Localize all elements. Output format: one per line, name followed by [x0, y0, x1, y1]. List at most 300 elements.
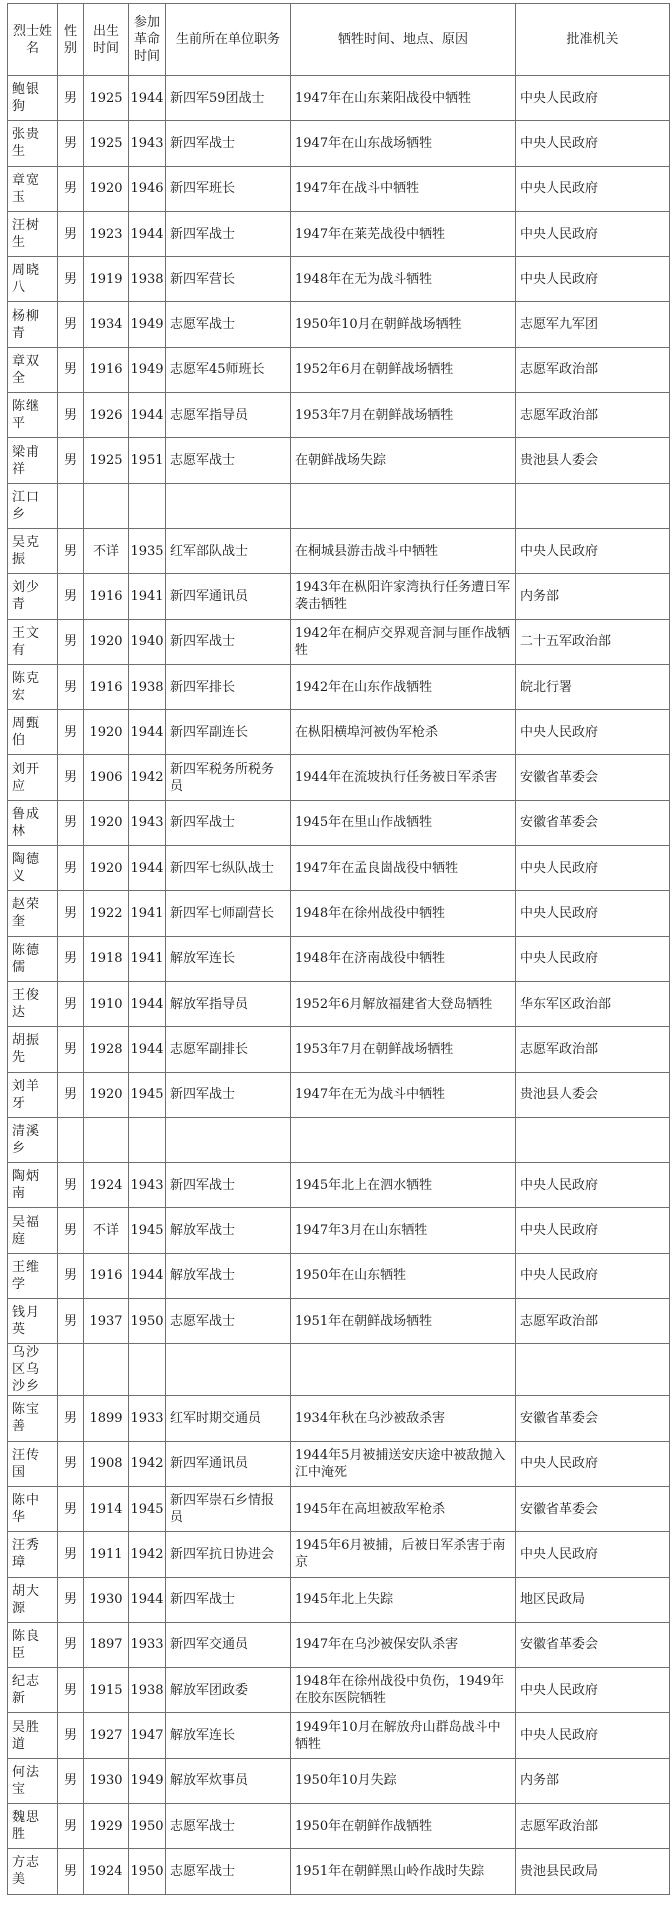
- cell-unit: 解放军炊事员: [166, 1758, 291, 1803]
- cell-joined: 1942: [129, 1532, 166, 1577]
- cell-unit: 新四军税务所税务员: [166, 755, 291, 800]
- cell-death: 1948年在徐州战役中负伤，1949年在胶东医院牺牲: [291, 1668, 516, 1713]
- cell-birth: 1916: [84, 574, 129, 619]
- cell-joined: 1944: [129, 211, 166, 256]
- cell-death: 1947年在孟良崮战役中牺牲: [291, 846, 516, 891]
- table-row: [8, 710, 670, 755]
- cell-death: 1949年10月在解放舟山群岛战斗中牺牲: [291, 1713, 516, 1758]
- table-row: [8, 1299, 670, 1344]
- cell-joined: 1943: [129, 800, 166, 845]
- header-birth: 出生时间: [84, 4, 129, 76]
- cell-approval: 安徽省革委会: [516, 1622, 670, 1667]
- table-row: [8, 211, 670, 256]
- cell-approval: 中央人民政府: [516, 891, 670, 936]
- cell-approval: 中央人民政府: [516, 257, 670, 302]
- cell-gender: 男: [58, 1253, 84, 1298]
- cell-birth: 不详: [84, 1208, 129, 1253]
- empty-cell: [516, 483, 670, 528]
- cell-approval: 中央人民政府: [516, 166, 670, 211]
- table-row: [8, 1253, 670, 1298]
- cell-approval: 志愿军政治部: [516, 1803, 670, 1848]
- cell-unit: 志愿军45师班长: [166, 347, 291, 392]
- cell-birth: 1928: [84, 1027, 129, 1072]
- table-row: [8, 619, 670, 664]
- cell-joined: 1938: [129, 664, 166, 709]
- cell-joined: 1944: [129, 393, 166, 438]
- cell-birth: 1920: [84, 710, 129, 755]
- empty-cell: [58, 483, 84, 528]
- cell-birth: 1930: [84, 1577, 129, 1622]
- cell-unit: 新四军战士: [166, 1072, 291, 1117]
- empty-cell: [291, 1117, 516, 1162]
- table-body: [8, 76, 670, 1895]
- cell-joined: 1941: [129, 936, 166, 981]
- cell-name: 刘羊牙: [8, 1072, 58, 1117]
- cell-birth: 1937: [84, 1299, 129, 1344]
- cell-birth: 1916: [84, 1253, 129, 1298]
- cell-joined: 1944: [129, 1027, 166, 1072]
- table-row: [8, 1072, 670, 1117]
- table-row: [8, 166, 670, 211]
- cell-gender: 男: [58, 755, 84, 800]
- cell-joined: 1945: [129, 1208, 166, 1253]
- cell-gender: 男: [58, 257, 84, 302]
- table-row: [8, 1396, 670, 1441]
- cell-gender: 男: [58, 1072, 84, 1117]
- cell-joined: 1943: [129, 1163, 166, 1208]
- cell-unit: 志愿军战士: [166, 1803, 291, 1848]
- martyrs-table: [7, 3, 670, 1895]
- cell-unit: 新四军交通员: [166, 1622, 291, 1667]
- table-row: [8, 981, 670, 1026]
- cell-approval: 中央人民政府: [516, 1668, 670, 1713]
- cell-birth: 1897: [84, 1622, 129, 1667]
- cell-joined: 1950: [129, 1299, 166, 1344]
- cell-unit: 新四军班长: [166, 166, 291, 211]
- cell-joined: 1944: [129, 76, 166, 121]
- cell-death: 1942年在山东作战牺牲: [291, 664, 516, 709]
- cell-gender: 男: [58, 1299, 84, 1344]
- cell-death: 1953年7月在朝鲜战场牺牲: [291, 393, 516, 438]
- cell-gender: 男: [58, 347, 84, 392]
- cell-death: 1950年10月失踪: [291, 1758, 516, 1803]
- table-row: [8, 846, 670, 891]
- cell-unit: 解放军连长: [166, 1713, 291, 1758]
- header-death: 牺牲时间、地点、原因: [291, 4, 516, 76]
- cell-birth: 1915: [84, 1668, 129, 1713]
- cell-unit: 新四军七师副营长: [166, 891, 291, 936]
- table-row: [8, 1758, 670, 1803]
- table-row: [8, 1163, 670, 1208]
- cell-birth: 1924: [84, 1163, 129, 1208]
- cell-death: 1947年在山东莱阳战役中牺牲: [291, 76, 516, 121]
- table-row: [8, 438, 670, 483]
- cell-unit: 志愿军副排长: [166, 1027, 291, 1072]
- cell-name: 鲁成林: [8, 800, 58, 845]
- cell-birth: 1911: [84, 1532, 129, 1577]
- cell-unit: 解放军连长: [166, 936, 291, 981]
- cell-unit: 新四军通讯员: [166, 1441, 291, 1486]
- cell-approval: 志愿军九军团: [516, 302, 670, 347]
- header-gender: 性别: [58, 4, 84, 76]
- empty-cell: [291, 483, 516, 528]
- cell-approval: 内务部: [516, 574, 670, 619]
- empty-cell: [58, 1117, 84, 1162]
- cell-unit: 新四军战士: [166, 619, 291, 664]
- cell-birth: 1908: [84, 1441, 129, 1486]
- cell-unit: 志愿军战士: [166, 438, 291, 483]
- cell-death: 1950年在朝鲜作战牺牲: [291, 1803, 516, 1848]
- table-row: [8, 1577, 670, 1622]
- cell-gender: 男: [58, 166, 84, 211]
- cell-death: 1950年10月在朝鲜战场牺牲: [291, 302, 516, 347]
- cell-unit: 解放军团政委: [166, 1668, 291, 1713]
- cell-death: 1942年在桐庐交界观音洞与匪作战牺牲: [291, 619, 516, 664]
- cell-gender: 男: [58, 1163, 84, 1208]
- cell-joined: 1938: [129, 1668, 166, 1713]
- cell-approval: 中央人民政府: [516, 76, 670, 121]
- cell-gender: 男: [58, 1486, 84, 1531]
- table-row: [8, 800, 670, 845]
- cell-gender: 男: [58, 528, 84, 573]
- cell-birth: 1916: [84, 664, 129, 709]
- cell-gender: 男: [58, 1027, 84, 1072]
- cell-death: 1945年在里山作战牺牲: [291, 800, 516, 845]
- cell-gender: 男: [58, 619, 84, 664]
- cell-name: 张贵生: [8, 121, 58, 166]
- cell-approval: 地区民政局: [516, 1577, 670, 1622]
- cell-approval: 志愿军政治部: [516, 393, 670, 438]
- cell-unit: 解放军战士: [166, 1253, 291, 1298]
- cell-approval: 志愿军政治部: [516, 1027, 670, 1072]
- cell-gender: 男: [58, 846, 84, 891]
- cell-unit: 解放军战士: [166, 1208, 291, 1253]
- cell-approval: 中央人民政府: [516, 710, 670, 755]
- cell-name: 章宽玉: [8, 166, 58, 211]
- cell-gender: 男: [58, 1396, 84, 1441]
- cell-approval: 中央人民政府: [516, 528, 670, 573]
- cell-name: 周晓八: [8, 257, 58, 302]
- table-row: [8, 347, 670, 392]
- cell-joined: 1944: [129, 710, 166, 755]
- cell-unit: 新四军营长: [166, 257, 291, 302]
- cell-birth: 1922: [84, 891, 129, 936]
- cell-gender: 男: [58, 1713, 84, 1758]
- table-row: [8, 1532, 670, 1577]
- empty-cell: [516, 1117, 670, 1162]
- cell-unit: 新四军战士: [166, 211, 291, 256]
- cell-joined: 1944: [129, 846, 166, 891]
- cell-joined: 1947: [129, 1713, 166, 1758]
- cell-name: 魏思胜: [8, 1803, 58, 1848]
- cell-approval: 中央人民政府: [516, 1713, 670, 1758]
- empty-cell: [166, 1117, 291, 1162]
- cell-gender: 男: [58, 800, 84, 845]
- cell-death: 1952年6月解放福建省大登岛牺牲: [291, 981, 516, 1026]
- cell-name: 钱月英: [8, 1299, 58, 1344]
- cell-approval: 贵池县人委会: [516, 1072, 670, 1117]
- table-row: [8, 936, 670, 981]
- cell-death: 在朝鲜战场失踪: [291, 438, 516, 483]
- cell-birth: 1929: [84, 1803, 129, 1848]
- cell-name: 胡大源: [8, 1577, 58, 1622]
- section-row: [8, 1117, 670, 1162]
- cell-joined: 1945: [129, 1072, 166, 1117]
- empty-cell: [129, 1344, 166, 1396]
- table-row: [8, 257, 670, 302]
- section-row: [8, 483, 670, 528]
- cell-death: 1947年3月在山东牺牲: [291, 1208, 516, 1253]
- cell-joined: 1933: [129, 1622, 166, 1667]
- cell-unit: 志愿军战士: [166, 1299, 291, 1344]
- cell-name: 吴胜道: [8, 1713, 58, 1758]
- cell-name: 陈克宏: [8, 664, 58, 709]
- cell-approval: 中央人民政府: [516, 936, 670, 981]
- cell-approval: 安徽省革委会: [516, 755, 670, 800]
- cell-gender: 男: [58, 1849, 84, 1894]
- cell-death: 1947年在莱芜战役中牺牲: [291, 211, 516, 256]
- cell-birth: 1920: [84, 1072, 129, 1117]
- section-title: 江口乡: [8, 483, 58, 528]
- cell-approval: 贵池县民政局: [516, 1849, 670, 1894]
- cell-unit: 新四军崇石乡情报员: [166, 1486, 291, 1531]
- cell-joined: 1941: [129, 574, 166, 619]
- cell-joined: 1942: [129, 1441, 166, 1486]
- cell-death: 1945年北上失踪: [291, 1577, 516, 1622]
- cell-joined: 1949: [129, 1758, 166, 1803]
- cell-name: 杨柳青: [8, 302, 58, 347]
- table-row: [8, 1486, 670, 1531]
- section-title: 清溪乡: [8, 1117, 58, 1162]
- table-row: [8, 1622, 670, 1667]
- cell-approval: 安徽省革委会: [516, 1396, 670, 1441]
- section-row: [8, 1344, 670, 1396]
- section-title: 乌沙区乌沙乡: [8, 1344, 58, 1396]
- cell-name: 周甄伯: [8, 710, 58, 755]
- cell-death: 1951年在朝鲜战场牺牲: [291, 1299, 516, 1344]
- empty-cell: [84, 483, 129, 528]
- cell-name: 王俊达: [8, 981, 58, 1026]
- cell-gender: 男: [58, 438, 84, 483]
- cell-approval: 中央人民政府: [516, 1441, 670, 1486]
- header-approval: 批准机关: [516, 4, 670, 76]
- table-row: [8, 755, 670, 800]
- cell-gender: 男: [58, 1758, 84, 1803]
- cell-birth: 1925: [84, 121, 129, 166]
- cell-birth: 1920: [84, 846, 129, 891]
- table-row: [8, 76, 670, 121]
- cell-birth: 1899: [84, 1396, 129, 1441]
- cell-birth: 1910: [84, 981, 129, 1026]
- table-row: [8, 574, 670, 619]
- cell-joined: 1935: [129, 528, 166, 573]
- cell-death: 1944年5月被捕送安庆途中被敌抛入江中淹死: [291, 1441, 516, 1486]
- cell-gender: 男: [58, 1532, 84, 1577]
- cell-name: 方志美: [8, 1849, 58, 1894]
- cell-approval: 中央人民政府: [516, 1163, 670, 1208]
- cell-joined: 1949: [129, 347, 166, 392]
- cell-approval: 贵池县人委会: [516, 438, 670, 483]
- cell-approval: 中央人民政府: [516, 121, 670, 166]
- empty-cell: [166, 1344, 291, 1396]
- cell-approval: 安徽省革委会: [516, 1486, 670, 1531]
- table-header-row: [8, 4, 670, 76]
- cell-gender: 男: [58, 1668, 84, 1713]
- table-row: [8, 1803, 670, 1848]
- table-row: [8, 393, 670, 438]
- empty-cell: [129, 483, 166, 528]
- cell-name: 吴克振: [8, 528, 58, 573]
- cell-unit: 新四军排长: [166, 664, 291, 709]
- cell-death: 1947年在乌沙被保安队杀害: [291, 1622, 516, 1667]
- table-row: [8, 1441, 670, 1486]
- cell-name: 陶德义: [8, 846, 58, 891]
- cell-joined: 1941: [129, 891, 166, 936]
- cell-unit: 红军部队战士: [166, 528, 291, 573]
- cell-name: 刘少青: [8, 574, 58, 619]
- cell-birth: 1916: [84, 347, 129, 392]
- cell-birth: 1914: [84, 1486, 129, 1531]
- cell-gender: 男: [58, 1577, 84, 1622]
- table-row: [8, 1027, 670, 1072]
- cell-joined: 1944: [129, 981, 166, 1026]
- cell-joined: 1949: [129, 302, 166, 347]
- cell-joined: 1944: [129, 1577, 166, 1622]
- cell-name: 汪树生: [8, 211, 58, 256]
- cell-approval: 中央人民政府: [516, 1532, 670, 1577]
- cell-gender: 男: [58, 1208, 84, 1253]
- cell-name: 陈德儒: [8, 936, 58, 981]
- cell-name: 鲍银狗: [8, 76, 58, 121]
- cell-birth: 1920: [84, 166, 129, 211]
- cell-death: 1944年在流坡执行任务被日军杀害: [291, 755, 516, 800]
- cell-death: 1947年在无为战斗中牺牲: [291, 1072, 516, 1117]
- cell-unit: 新四军副连长: [166, 710, 291, 755]
- cell-joined: 1946: [129, 166, 166, 211]
- empty-cell: [166, 483, 291, 528]
- cell-birth: 1920: [84, 800, 129, 845]
- cell-approval: 中央人民政府: [516, 846, 670, 891]
- table-row: [8, 664, 670, 709]
- cell-joined: 1933: [129, 1396, 166, 1441]
- cell-death: 在枞阳横埠河被伪军枪杀: [291, 710, 516, 755]
- cell-name: 陈中华: [8, 1486, 58, 1531]
- cell-unit: 新四军通讯员: [166, 574, 291, 619]
- cell-unit: 红军时期交通员: [166, 1396, 291, 1441]
- cell-approval: 志愿军政治部: [516, 1299, 670, 1344]
- cell-death: 1945年6月被捕，后被日军杀害于南京: [291, 1532, 516, 1577]
- cell-name: 梁甫祥: [8, 438, 58, 483]
- table-row: [8, 121, 670, 166]
- cell-unit: 新四军战士: [166, 800, 291, 845]
- cell-joined: 1945: [129, 1486, 166, 1531]
- cell-joined: 1943: [129, 121, 166, 166]
- cell-death: 1950年在山东牺牲: [291, 1253, 516, 1298]
- cell-name: 赵荣奎: [8, 891, 58, 936]
- cell-approval: 安徽省革委会: [516, 800, 670, 845]
- cell-death: 1948年在无为战斗牺牲: [291, 257, 516, 302]
- cell-birth: 1927: [84, 1713, 129, 1758]
- cell-approval: 中央人民政府: [516, 1208, 670, 1253]
- cell-gender: 男: [58, 981, 84, 1026]
- cell-unit: 新四军抗日协进会: [166, 1532, 291, 1577]
- cell-joined: 1942: [129, 755, 166, 800]
- cell-name: 胡振先: [8, 1027, 58, 1072]
- cell-unit: 新四军战士: [166, 121, 291, 166]
- table-row: [8, 1668, 670, 1713]
- cell-birth: 1925: [84, 76, 129, 121]
- empty-cell: [129, 1117, 166, 1162]
- cell-approval: 志愿军政治部: [516, 347, 670, 392]
- cell-gender: 男: [58, 121, 84, 166]
- cell-birth: 不详: [84, 528, 129, 573]
- cell-unit: 新四军七纵队战士: [166, 846, 291, 891]
- cell-name: 章双全: [8, 347, 58, 392]
- cell-death: 1948年在济南战役中牺牲: [291, 936, 516, 981]
- empty-cell: [84, 1344, 129, 1396]
- cell-joined: 1950: [129, 1803, 166, 1848]
- cell-birth: 1930: [84, 1758, 129, 1803]
- cell-birth: 1919: [84, 257, 129, 302]
- cell-joined: 1938: [129, 257, 166, 302]
- cell-unit: 志愿军指导员: [166, 393, 291, 438]
- cell-gender: 男: [58, 302, 84, 347]
- table-row: [8, 1849, 670, 1894]
- cell-gender: 男: [58, 664, 84, 709]
- cell-death: 1947年在战斗中牺牲: [291, 166, 516, 211]
- table-row: [8, 302, 670, 347]
- cell-unit: 新四军战士: [166, 1577, 291, 1622]
- cell-gender: 男: [58, 393, 84, 438]
- cell-name: 何法宝: [8, 1758, 58, 1803]
- cell-gender: 男: [58, 1622, 84, 1667]
- cell-name: 汪传国: [8, 1441, 58, 1486]
- cell-birth: 1920: [84, 619, 129, 664]
- table-row: [8, 528, 670, 573]
- cell-gender: 男: [58, 710, 84, 755]
- empty-cell: [58, 1344, 84, 1396]
- cell-name: 陈继平: [8, 393, 58, 438]
- cell-joined: 1944: [129, 1253, 166, 1298]
- empty-cell: [291, 1344, 516, 1396]
- cell-gender: 男: [58, 936, 84, 981]
- header-unit: 生前所在单位职务: [166, 4, 291, 76]
- cell-death: 1947年在山东战场牺牲: [291, 121, 516, 166]
- cell-unit: 志愿军战士: [166, 302, 291, 347]
- cell-approval: 二十五军政治部: [516, 619, 670, 664]
- cell-death: 1945年北上在泗水牺牲: [291, 1163, 516, 1208]
- cell-gender: 男: [58, 891, 84, 936]
- cell-joined: 1950: [129, 1849, 166, 1894]
- cell-birth: 1926: [84, 393, 129, 438]
- cell-death: 1952年6月在朝鲜战场牺牲: [291, 347, 516, 392]
- table-row: [8, 1713, 670, 1758]
- cell-unit: 新四军59团战士: [166, 76, 291, 121]
- cell-approval: 内务部: [516, 1758, 670, 1803]
- cell-death: 1953年7月在朝鲜战场牺牲: [291, 1027, 516, 1072]
- cell-death: 1948年在徐州战役中牺牲: [291, 891, 516, 936]
- cell-death: 1951年在朝鲜黑山岭作战时失踪: [291, 1849, 516, 1894]
- cell-unit: 新四军战士: [166, 1163, 291, 1208]
- empty-cell: [84, 1117, 129, 1162]
- cell-death: 1945年在高坦被敌军枪杀: [291, 1486, 516, 1531]
- cell-name: 王维学: [8, 1253, 58, 1298]
- cell-death: 1943年在枞阳许家湾执行任务遭日军袭击牺牲: [291, 574, 516, 619]
- cell-joined: 1951: [129, 438, 166, 483]
- cell-death: 1934年秋在乌沙被敌杀害: [291, 1396, 516, 1441]
- cell-approval: 皖北行署: [516, 664, 670, 709]
- cell-name: 纪志新: [8, 1668, 58, 1713]
